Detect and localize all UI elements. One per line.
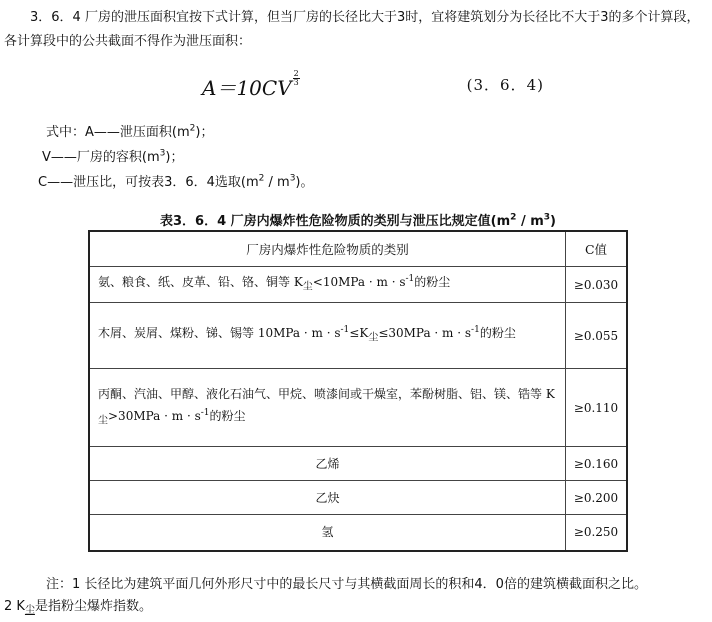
row-category: 乙烯 xyxy=(89,447,566,481)
category-text: 的粉尘 xyxy=(479,325,516,340)
unit-exponent: -1 xyxy=(340,324,350,335)
note-2-end: 是指粉尘爆炸指数。 xyxy=(34,599,152,614)
table-row xyxy=(89,369,627,447)
table-caption-text: 表3．6．4 厂房内爆炸性危险物质的类别与泄压比规定值(m xyxy=(160,214,511,229)
category-text: 木屑、炭屑、煤粉、锑、锡等 10MPa · m · s xyxy=(98,325,341,340)
definition-a-text: 式中：A——泄压面积(m xyxy=(46,125,190,140)
definition-c-text: C——泄压比，可按表3．6．4选取(m xyxy=(38,175,259,190)
definition-v xyxy=(0,145,314,170)
unit-exponent: -1 xyxy=(200,407,210,418)
note-2-text: 2 K xyxy=(4,599,25,614)
row-category xyxy=(89,303,566,369)
category-text: 的粉尘 xyxy=(209,408,246,423)
table-row xyxy=(89,303,627,369)
table-caption-mid: / m xyxy=(516,214,544,229)
definition-c-end: )。 xyxy=(295,175,314,190)
category-text: 丙酮、汽油、甲醇、液化石油气、甲烷、喷漆间或干燥室，苯酚树脂、铝、镁、锆等 K xyxy=(98,386,555,401)
formula-block xyxy=(190,60,552,112)
definition-c-exp1: 2 xyxy=(258,173,265,184)
table-row xyxy=(89,481,627,515)
definition-a-end: )； xyxy=(195,125,214,140)
exponent-denominator: 3 xyxy=(293,78,299,87)
intro-paragraph: 3．6．4 厂房的泄压面积宜按下式计算，但当厂房的长径比大于3时，宜将建筑划分为长径比不大于3的多个计算段，各计算段中的公共截面不得作为泄压面积： xyxy=(4,10,700,49)
formula-lhs: A＝10 xyxy=(202,76,262,100)
table-row xyxy=(89,267,627,303)
definition-c-exp2: 3 xyxy=(289,173,296,184)
unit-exponent: -1 xyxy=(471,324,480,335)
definition-a-exp: 2 xyxy=(189,123,196,134)
row-category: 氢 xyxy=(89,515,566,551)
category-text: ≤30MPa · m · s xyxy=(378,325,472,340)
table-row xyxy=(89,515,627,551)
table-header-row xyxy=(89,231,627,267)
definition-a xyxy=(0,120,314,145)
formula-var-v: V xyxy=(277,76,292,100)
equation-number: (3．6．4) xyxy=(466,76,544,94)
definition-v-text: V——厂房的容积(m xyxy=(42,150,160,165)
unit-exponent: -1 xyxy=(405,273,415,284)
table-caption-end: ) xyxy=(550,214,556,229)
category-text: <10MPa · m · s xyxy=(312,274,406,289)
row-category: 乙炔 xyxy=(89,481,566,515)
table-caption xyxy=(88,210,628,229)
category-text: >30MPa · m · s xyxy=(108,408,201,423)
table-caption-exp2: 3 xyxy=(543,212,551,223)
row-value: ≥0.200 xyxy=(566,481,628,515)
row-value: ≥0.160 xyxy=(566,447,628,481)
row-value: ≥0.055 xyxy=(566,303,628,369)
definition-v-end: )； xyxy=(165,150,184,165)
note-2-subscript: 尘 xyxy=(24,605,35,616)
row-value: ≥0.030 xyxy=(566,267,628,303)
header-category: 厂房内爆炸性危险物质的类别 xyxy=(89,231,566,267)
header-value: C值 xyxy=(566,231,628,267)
note-2 xyxy=(0,596,647,622)
k-subscript: 尘 xyxy=(368,332,379,344)
formula-exponent xyxy=(293,70,300,87)
category-text: 氨、粮食、纸、皮革、铅、铬、铜等 K xyxy=(98,274,303,289)
table-notes xyxy=(0,574,647,622)
formula-var-c: C xyxy=(261,76,278,100)
definition-c xyxy=(0,170,314,195)
venting-ratio-table xyxy=(88,230,628,552)
exponent-numerator: 2 xyxy=(293,69,299,78)
table-row xyxy=(89,447,627,481)
definition-v-exp: 3 xyxy=(159,148,166,159)
category-text: 的粉尘 xyxy=(414,274,451,289)
row-category xyxy=(89,267,566,303)
k-subscript: 尘 xyxy=(302,281,313,293)
k-subscript: 尘 xyxy=(98,415,108,427)
row-value: ≥0.250 xyxy=(566,515,628,551)
category-text: ≤K xyxy=(349,325,369,340)
row-value: ≥0.110 xyxy=(566,369,628,447)
definitions xyxy=(0,120,314,195)
definition-c-mid: / m xyxy=(264,175,290,190)
row-category xyxy=(89,369,566,447)
table-caption-exp1: 2 xyxy=(510,212,517,223)
formula xyxy=(202,70,300,101)
note-1: 注：1 长径比为建筑平面几何外形尺寸中的最长尺寸与其横截面周长的积和4．0倍的建筑横截面积之比。 xyxy=(46,577,647,592)
